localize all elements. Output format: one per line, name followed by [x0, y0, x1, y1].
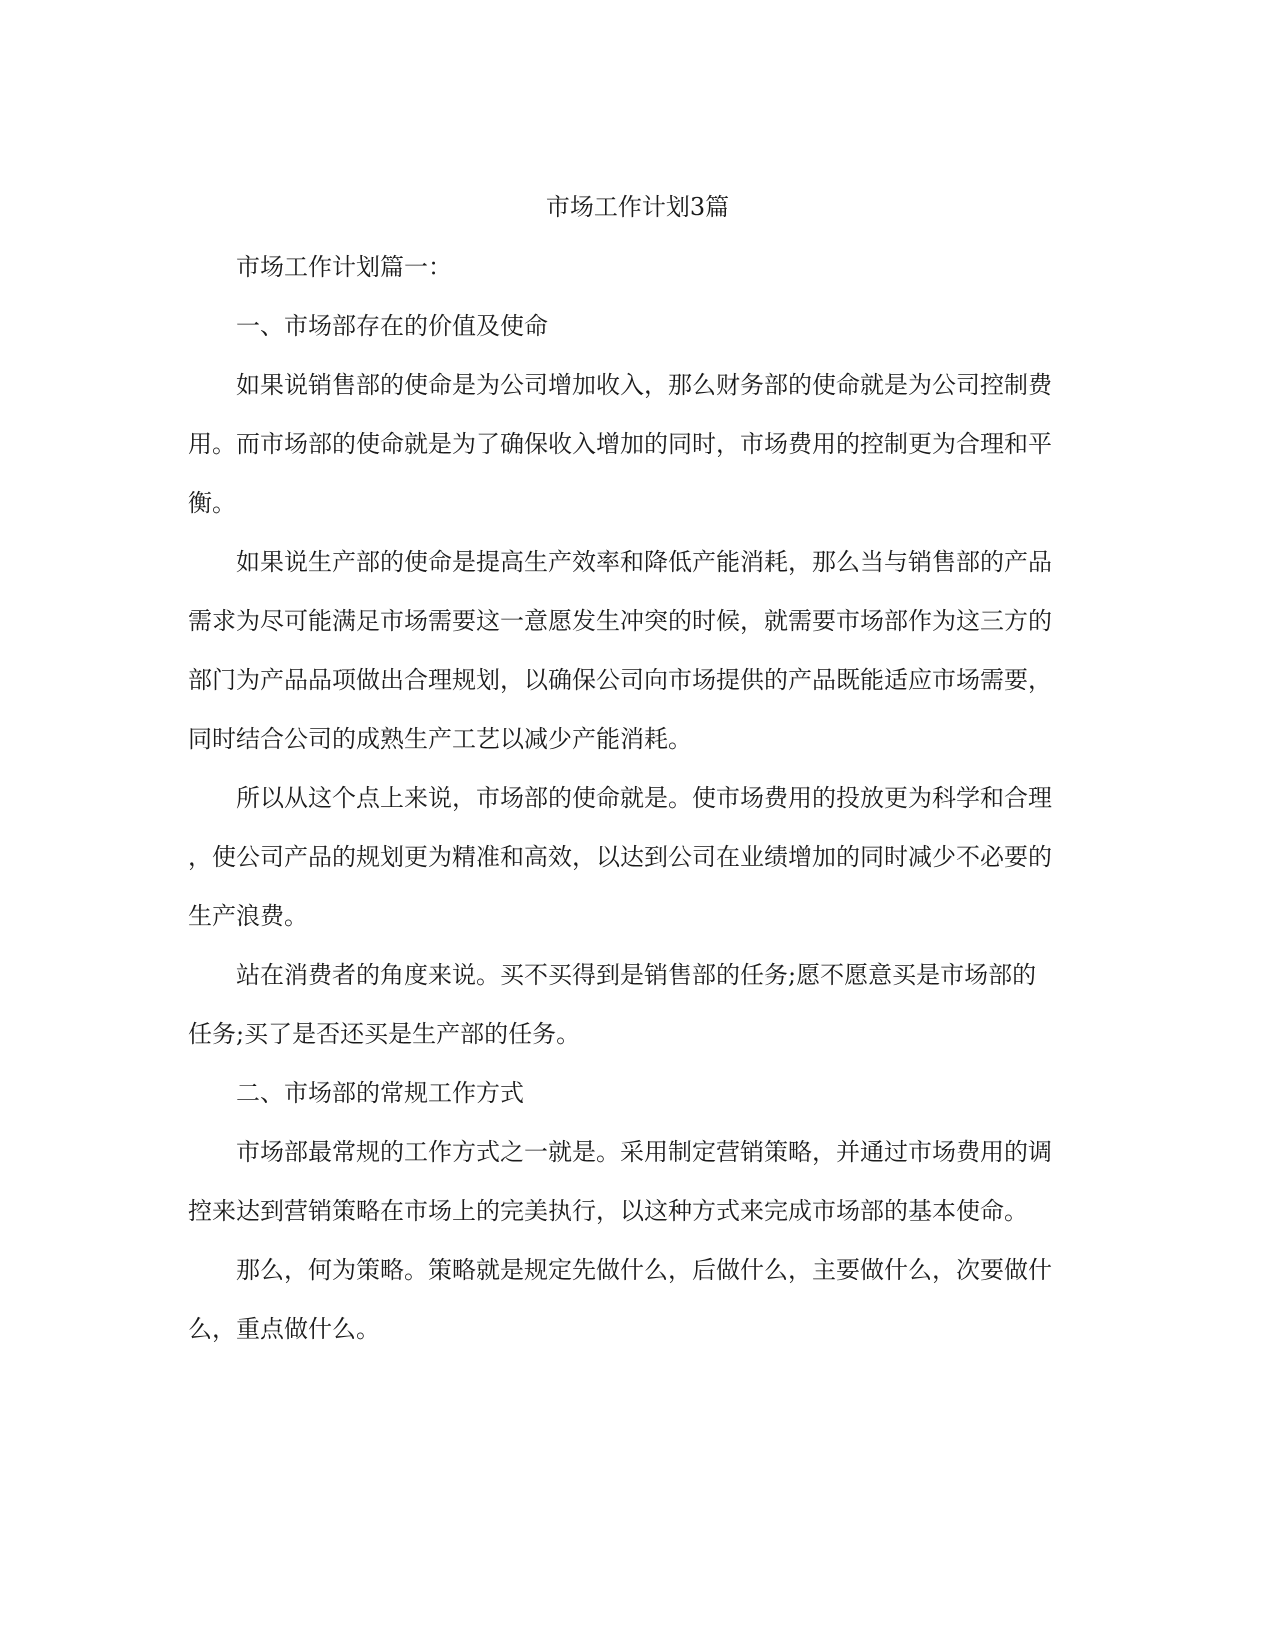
text-line: 如果说销售部的使命是为公司增加收入，那么财务部的使命就是为公司控制费	[236, 371, 1052, 399]
section-heading	[188, 1064, 1088, 1123]
text-line: 么，重点做什么。	[188, 1315, 380, 1343]
text-line: 任务;买了是否还买是生产部的任务。	[188, 1020, 581, 1048]
text-line: 控来达到营销策略在市场上的完美执行，以这种方式来完成市场部的基本使命。	[188, 1197, 1028, 1225]
text-line: 二、市场部的常规工作方式	[236, 1079, 524, 1107]
text-line: 需求为尽可能满足市场需要这一意愿发生冲突的时候，就需要市场部作为这三方的	[188, 607, 1052, 635]
text-line: 同时结合公司的成熟生产工艺以减少产能消耗。	[188, 725, 692, 753]
paragraph	[188, 533, 1088, 769]
text-line: 一、市场部存在的价值及使命	[236, 312, 548, 340]
text-line: 衡。	[188, 489, 236, 517]
paragraph	[188, 356, 1088, 533]
paragraph	[188, 1241, 1088, 1359]
text-line: 那么，何为策略。策略就是规定先做什么，后做什么，主要做什么，次要做什	[236, 1256, 1052, 1284]
text-line: 市场工作计划篇一：	[236, 253, 452, 281]
paragraph	[188, 946, 1088, 1064]
document-title: 市场工作计划3篇	[545, 193, 730, 221]
text-line: 生产浪费。	[188, 902, 308, 930]
text-line: 如果说生产部的使命是提高生产效率和降低产能消耗，那么当与销售部的产品	[236, 548, 1052, 576]
paragraph	[188, 1123, 1088, 1241]
text-line: 用。而市场部的使命就是为了确保收入增加的同时，市场费用的控制更为合理和平	[188, 430, 1052, 458]
paragraph	[188, 238, 1088, 297]
text-line: ，使公司产品的规划更为精准和高效，以达到公司在业绩增加的同时减少不必要的	[188, 843, 1052, 871]
paragraph	[188, 769, 1088, 946]
section-heading	[188, 297, 1088, 356]
text-line: 站在消费者的角度来说。买不买得到是销售部的任务;愿不愿意买是市场部的	[236, 961, 1037, 989]
document-body	[188, 238, 1088, 1359]
text-line: 市场部最常规的工作方式之一就是。采用制定营销策略，并通过市场费用的调	[236, 1138, 1052, 1166]
text-line: 所以从这个点上来说，市场部的使命就是。使市场费用的投放更为科学和合理	[236, 784, 1052, 812]
text-line: 部门为产品品项做出合理规划，以确保公司向市场提供的产品既能适应市场需要，	[188, 666, 1052, 694]
